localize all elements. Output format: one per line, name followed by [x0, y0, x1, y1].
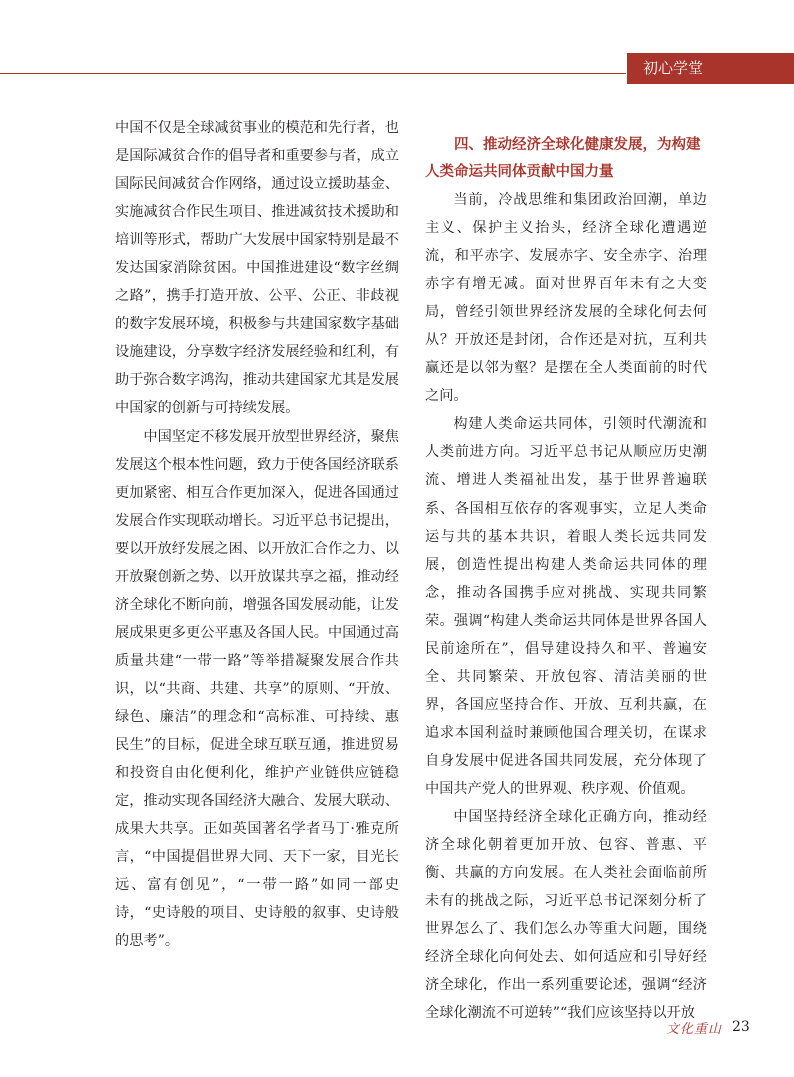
paragraph: 中国不仅是全球减贫事业的模范和先行者，也是国际减贫合作的倡导者和重要参与者，成立国际民间减贫合作网络，通过设立援助基金、实施减贫合作民生项目、推进减贫技术援助和培训等形式，帮助广大发展中国家特别是最不发达国家消除贫困。中国推进建设“数字丝绸之路”，携手打造开放、公平、公正、非歧视的数字发展环境，积极参与共建国家数字基础设施建设，分享数字经济发展经验和红利，有助于弥合数字鸿沟，推动共建国家尤其是发展中国家的创新与可持续发展。: [115, 120, 399, 417]
paragraph: 中国坚定不移发展开放型世界经济，聚焦发展这个根本性问题，致力于使各国经济联系更加紧密、相互合作更加深入，促进各国通过发展合作实现联动增长。习近平总书记提出，要以开放纾发展之困、以开放汇合作之力、以开放聚创新之势、以开放谋共享之福，推动经济全球化不断向前，增强各国发展动能，让发展成果更多更公平惠及各国人民。中国通过高质量共建“一带一路”等举措凝聚发展合作共识，以“共商、共建、共享”的原则、“开放、绿色、廉洁”的理念和“高标准、可持续、惠民生”的目标，促进全球互联互通，推进贸易和投资自由化便利化，维护产业链供应链稳定，推动实现各国经济大融合、发展大联动、成果大共享。正如英国著名学者马丁·雅克所言，“中国提倡世界大同、天下一家，目光长远、富有创见”，“一带一路”如同一部史诗，“史诗般的项目、史诗般的叙事、史诗般的思考”。: [115, 428, 399, 950]
magazine-logo: 文化重山: [666, 1021, 723, 1037]
header-rule: [0, 73, 626, 74]
section-heading: 四、推动经济全球化健康发展，为构建人类命运共同体贡献中国力量: [425, 137, 701, 180]
paragraph: 构建人类命运共同体，引领时代潮流和人类前进方向。习近平总书记从顺应历史潮流、增进人类福祉出发，基于世界普遍联系、各国相互依存的客观事实，立足人类命运与共的基本共识，着眼人类长远共同发展，创造性提出构建人类命运共同体的理念，推动各国携手应对挑战、实现共同繁荣。强调“构建人类命运共同体是世界各国人民前途所在”，倡导建设持久和平、普遍安全、共同繁荣、开放包容、清洁美丽的世界，各国应坚持合作、开放、互利共赢，在追求本国利益时兼顾他国合理关切，在谋求自身发展中促进各国共同发展，充分体现了中国共产党人的世界观、秩序观、价值观。: [425, 416, 707, 797]
section-tag: 初心学堂: [627, 53, 794, 84]
left-column: [115, 114, 399, 955]
paragraph: 中国坚持经济全球化正确方向，推动经济全球化朝着更加开放、包容、普惠、平衡、共赢的方向发展。在人类社会面临前所未有的挑战之际，习近平总书记深刻分析了世界怎么了、我们怎么办等重大问题，围绕经济全球化向何处去、如何适应和引导好经济全球化，作出一系列重要论述，强调“经济全球化潮流不可逆转”“我们应该坚持以开放: [425, 809, 707, 1022]
paragraph: 当前，冷战思维和集团政治回潮，单边主义、保护主义抬头，经济全球化遭遇逆流，和平赤字、发展赤字、安全赤字、治理赤字有增无减。面对世界百年未有之大变局，曾经引领世界经济发展的全球化何去何从？开放还是封闭，合作还是对抗，互利共赢还是以邻为壑？是摆在全人类面前的时代之问。: [425, 192, 707, 405]
right-column: [425, 132, 707, 1027]
page-number: 23: [732, 1019, 750, 1035]
page-footer: [666, 1015, 750, 1039]
